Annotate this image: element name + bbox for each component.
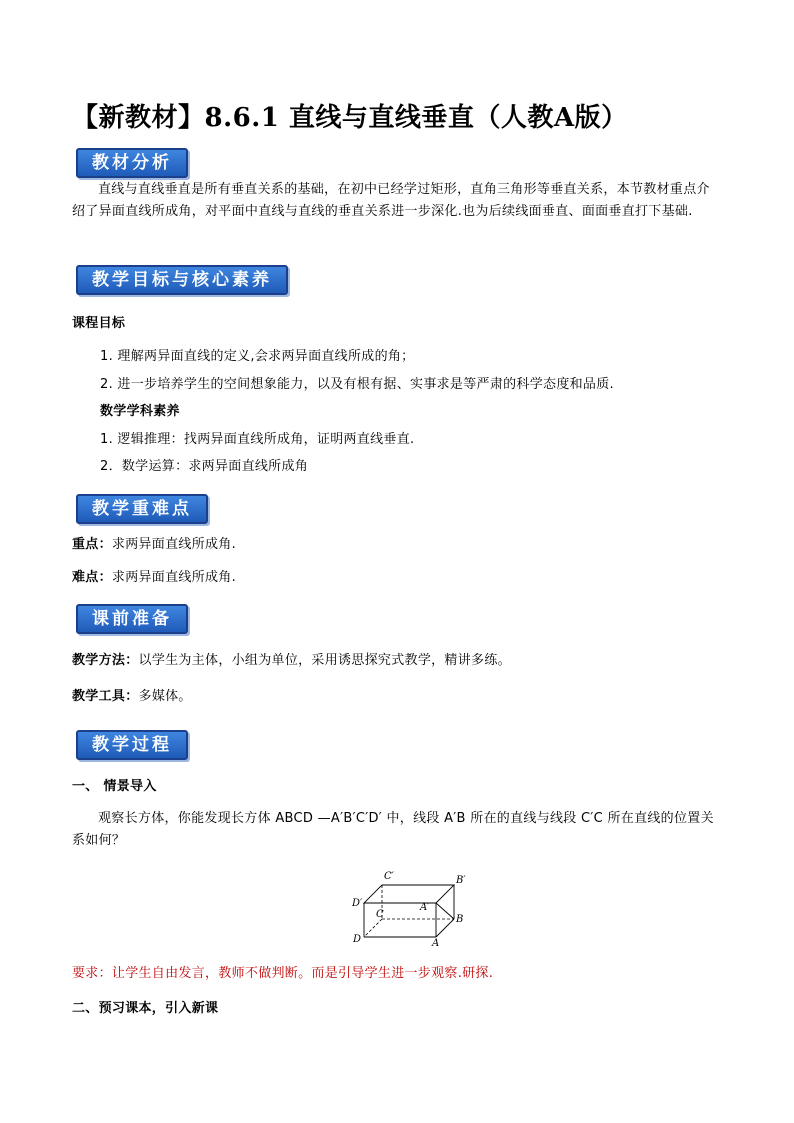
requirement-note: 要求：让学生自由发言，教师不做判断。而是引导学生进一步观察.研探. — [72, 966, 494, 981]
label-c1: C′ — [384, 871, 394, 882]
literacy-item-1: 1. 逻辑推理：找两异面直线所成角，证明两直线垂直. — [100, 432, 415, 447]
section-badge-process: 教学过程 — [76, 730, 188, 760]
step1-heading: 一、 情景导入 — [72, 779, 157, 794]
label-a: A — [432, 938, 440, 948]
edge-c-d — [364, 919, 382, 937]
section-badge-analysis: 教材分析 — [76, 148, 188, 178]
step2-heading: 二、预习课本，引入新课 — [72, 1001, 219, 1016]
analysis-paragraph: 直线与直线垂直是所有垂直关系的基础，在初中已经学过矩形，直角三角形等垂直关系，本节教材重点介绍了异面直线所成角，对平面中直线与直线的垂直关系进一步深化.也为后续线面垂直、面面垂直打下基础. — [72, 182, 710, 219]
document-title: 【新教材】8.6.1 直线与直线垂直（人教A版） — [72, 103, 628, 133]
section-badge-objectives: 教学目标与核心素养 — [76, 265, 288, 295]
course-goal-heading: 课程目标 — [72, 316, 126, 331]
focus-text: 求两异面直线所成角. — [111, 537, 237, 552]
literacy-heading: 数学学科素养 — [100, 404, 180, 419]
segment-a1-b — [436, 903, 454, 919]
label-c: C — [376, 909, 384, 920]
tool-text: 多媒体。 — [138, 689, 192, 704]
cuboid-diagram — [340, 866, 470, 948]
label-b1: B′ — [456, 875, 466, 886]
method-label: 教学方法： — [72, 653, 139, 668]
label-b: B — [456, 914, 464, 925]
goal-item-1: 1. 理解两异面直线的定义,会求两异面直线所成的角； — [100, 349, 415, 364]
difficulty-text: 求两异面直线所成角. — [111, 570, 237, 585]
label-d1: D′ — [352, 898, 363, 909]
top-face — [364, 885, 454, 903]
difficulty-line — [72, 567, 722, 589]
focus-line — [72, 534, 722, 556]
tool-label: 教学工具： — [72, 689, 139, 704]
tool-line — [72, 686, 722, 708]
label-a1: A′ — [420, 902, 430, 913]
method-line — [72, 650, 722, 672]
edge-a-b — [436, 919, 454, 937]
section-badge-preparation: 课前准备 — [76, 604, 188, 634]
difficulty-label: 难点： — [72, 570, 112, 585]
literacy-item-2: 2．数学运算：求两异面直线所成角 — [100, 459, 309, 474]
step1-paragraph: 观察长方体，你能发现长方体 ABCD —A′B′C′D′ 中，线段 A′B 所在的直线与线段 C′C 所在直线的位置关系如何？ — [72, 811, 714, 848]
method-text: 以学生为主体，小组为单位，采用诱思探究式教学，精讲多练。 — [138, 653, 511, 668]
label-d: D — [353, 934, 362, 945]
focus-label: 重点： — [72, 537, 112, 552]
section-badge-keypoints: 教学重难点 — [76, 494, 208, 524]
goal-item-2: 2. 进一步培养学生的空间想象能力，以及有根有据、实事求是等严肃的科学态度和品质. — [100, 377, 614, 392]
